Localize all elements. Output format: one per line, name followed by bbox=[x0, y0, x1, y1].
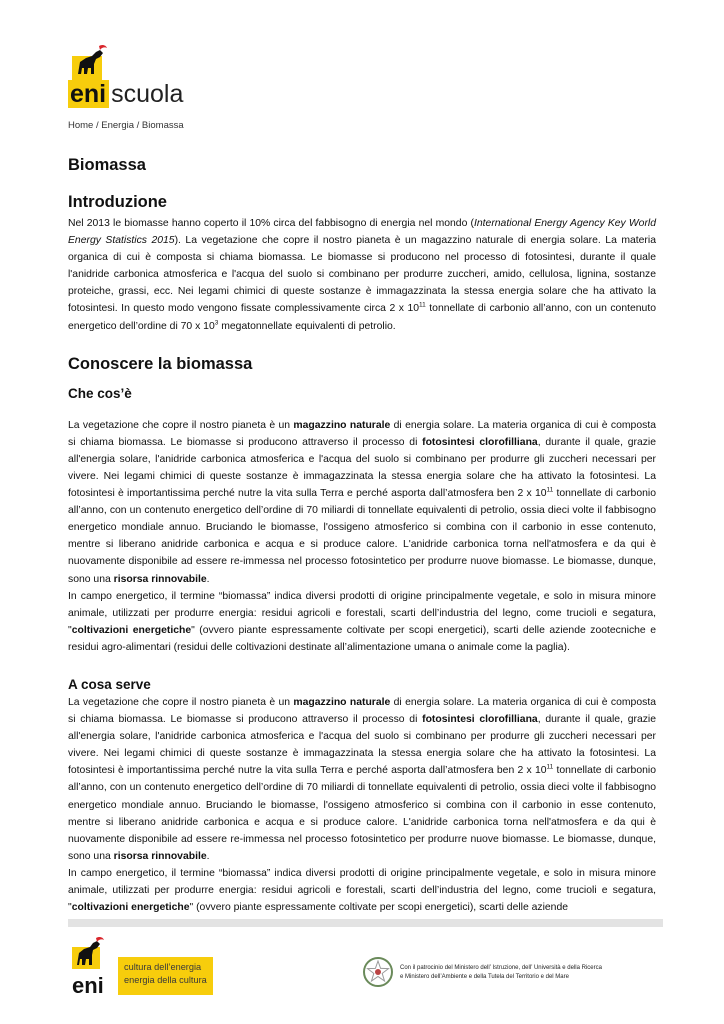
tagline-box bbox=[118, 957, 213, 995]
ministry-line-2: e Ministero dell’Ambiente e della Tutela del Territorio e del Mare bbox=[400, 974, 569, 980]
footer-divider bbox=[68, 919, 663, 927]
eni-cultura-logo[interactable] bbox=[68, 937, 218, 999]
eniscuola-logo[interactable] bbox=[68, 44, 188, 106]
page-title: Biomassa bbox=[68, 156, 146, 174]
use-paragraph-2: In campo energetico, il termine “biomassa” indica diversi prodotti di origine principalmente vegetale, e solo in misura minore animale, utilizzati per produrre energia: residui agricoli e forestali, scarti dell’industria del legno, come trucioli e segatura, "coltivazioni energetiche" (ovvero piante espressamente coltivate per scopi energetici), scarti delle aziende bbox=[68, 867, 656, 914]
six-legged-dog-icon bbox=[70, 44, 130, 84]
what-paragraph-2: In campo energetico, il termine “biomassa” indica diversi prodotti di origine principalmente vegetale, e solo in misura minore animale, utilizzati per produrre energia: residui agricoli e forestali, scarti dell’industria del legno, come trucioli e segatura, "coltivazioni energetiche" (ovvero piante espressamente coltivate per scopi energetici), scarti delle aziende zootecniche e residui agro-alimentari (residui delle coltivazioni destinate all’alimentazione umana o animale come la paglia). bbox=[68, 590, 656, 653]
footer-eni-text: eni bbox=[72, 973, 104, 998]
breadcrumb[interactable]: Home / Energia / Biomassa bbox=[68, 120, 184, 131]
tagline-line-1: cultura dell’energia bbox=[124, 962, 202, 972]
main-content bbox=[68, 155, 656, 916]
use-heading: A cosa serve bbox=[68, 676, 151, 692]
italian-republic-emblem-icon bbox=[362, 955, 394, 989]
what-heading: Che cos’è bbox=[68, 385, 132, 401]
intro-heading: Introduzione bbox=[68, 193, 167, 211]
logo-scuola-text: scuola bbox=[111, 80, 184, 108]
ministry-text bbox=[400, 964, 662, 982]
six-legged-dog-icon bbox=[70, 937, 118, 975]
tagline-line-2: energia della cultura bbox=[124, 975, 207, 985]
logo-wordmark bbox=[68, 80, 183, 108]
logo-eni-text: eni bbox=[68, 80, 109, 108]
intro-paragraph: Nel 2013 le biomasse hanno coperto il 10% circa del fabbisogno di energia nel mondo (International Energy Agency Key World Energy Statistics 2015). La vegetazione che copre il nostro pianeta è un magazzino naturale di energia solare. La materia organica di cui è composta si chiama biomassa. Le biomasse si producono nel processo di fotosintesi, durante il quale l'anidride carbonica atmosferica e l'acqua del suolo si combinano per produrre zuccheri, amido, cellulosa, lignina, sostanze proteiche, grassi, ecc. Nei legami chimici di queste sostanze è immagazzinata la stessa energia solare che ha attivato la fotosintesi. In questo modo vengono fissate complessivamente circa 2 x $10^{11}$ tonnellate di carbonio all’anno, con un contenuto energetico dell’ordine di 70 x $10^3$ megatonnellate equivalenti di petrolio. bbox=[68, 218, 657, 332]
use-paragraph-1: La vegetazione che copre il nostro pianeta è un magazzino naturale di energia solare. La materia organica di cui è composta si chiama biomassa. Le biomasse si producono attraverso il processo di fotosintesi clorofilliana, durante il quale, grazie all'energia solare, l'anidride carbonica atmosferica e l'acqua del suolo si combinano per produrre gli zuccheri necessari per vivere. Nei legami chimici di queste sostanze è immagazzinata la stessa energia solare che ha attivato la fotosintesi. La fotosintesi è importantissima perché nutre la vita sulla Terra e perché asporta dall’atmosfera ben 2 x $10^{11}$ tonnellate di carbonio all’anno, con un contenuto energetico dell’ordine di 70 miliardi di tonnellate equivalenti di petrolio, ossia dieci volte il fabbisogno energetico mondiale annuo. Bruciando le biomasse, l'ossigeno atmosferico si combina con il carbonio in esse contenuto, mentre si liberano anidride carbonica e acqua e si produce calore. L'anidride carbonica torna nell'atmosfera e da qui è nuovamente disponibile ad essere re-immessa nel processo fotosintetico per produrre nuove biomasse. Le biomasse, dunque, sono una risorsa rinnovabile. bbox=[68, 696, 657, 862]
ministry-line-1: Con il patrocinio del Ministero dell’ Istruzione, dell’ Università e della Ricerca bbox=[400, 965, 602, 971]
ministry-patronage bbox=[362, 955, 662, 995]
section-heading: Conoscere la biomassa bbox=[68, 354, 253, 373]
what-paragraph-1: La vegetazione che copre il nostro pianeta è un magazzino naturale di energia solare. La materia organica di cui è composta si chiama biomassa. Le biomasse si producono attraverso il processo di fotosintesi clorofilliana, durante il quale, grazie all'energia solare, l'anidride carbonica atmosferica e l'acqua del suolo si combinano per produrre gli zuccheri necessari per vivere. Nei legami chimici di queste sostanze è immagazzinata la stessa energia solare che ha attivato la fotosintesi. La fotosintesi è importantissima perché nutre la vita sulla Terra e perché asporta dall’atmosfera ben 2 x $10^{11}$ tonnellate di carbonio all’anno, con un contenuto energetico dell’ordine di 70 miliardi di tonnellate equivalenti di petrolio, ossia dieci volte il fabbisogno energetico mondiale annuo. Bruciando le biomasse, l'ossigeno atmosferico si combina con il carbonio in esse contenuto, mentre si liberano anidride carbonica e acqua e si produce calore. L'anidride carbonica torna nell'atmosfera e da qui è nuovamente disponibile ad essere re-immessa nel processo fotosintetico per produrre nuove biomasse. Le biomasse, dunque, sono una risorsa rinnovabile. bbox=[68, 419, 657, 585]
